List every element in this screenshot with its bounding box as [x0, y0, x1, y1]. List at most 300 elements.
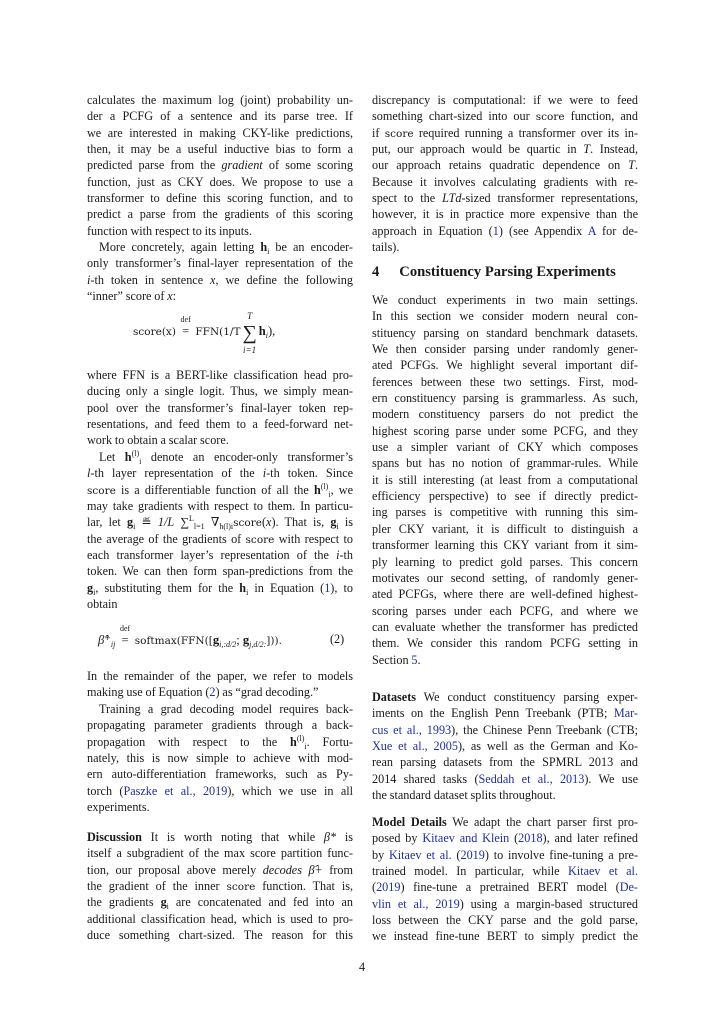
text-line: [87, 547, 353, 563]
paragraph-heading: Datasets: [372, 690, 417, 704]
text-line: [87, 432, 353, 448]
paragraph-complexity: [372, 92, 638, 255]
math-run: score: [226, 881, 256, 894]
text-line: [372, 141, 638, 157]
text-run: itself a subgradient of the max score partition func-: [87, 846, 353, 861]
math-run: i: [87, 272, 91, 287]
text-line: [87, 272, 353, 288]
text-run: ), to: [330, 580, 353, 595]
text-run: Section: [372, 652, 412, 667]
text-run: In the remainder of the paper, we refer to models: [87, 669, 353, 683]
text-line: [372, 439, 638, 455]
text-run: . Instead,: [590, 142, 639, 157]
text-run: motivates our second setting, of randomly gener-: [372, 570, 638, 585]
text-run: nately, this is now simple to achieve with mod-: [87, 751, 353, 766]
text-run: token. We can then form span-predictions from the: [87, 564, 353, 579]
text-line: [87, 288, 353, 304]
text-line: [87, 157, 353, 173]
text-run: where FFN is a BERT-like classification head pro-: [87, 368, 353, 382]
text-line: [372, 92, 638, 108]
math-run: g: [160, 895, 167, 910]
text-line: [87, 927, 353, 943]
text-line: [372, 308, 638, 324]
math-run: score: [245, 533, 275, 546]
math-run: i: [262, 466, 267, 481]
math-run: h(l)i: [219, 522, 234, 532]
text-line: [372, 472, 638, 488]
citation-link[interactable]: Xue et al., 2005: [372, 739, 458, 754]
def-equals: def =: [119, 624, 131, 647]
text-run: ). That is,: [271, 515, 331, 530]
text-line: [87, 878, 353, 894]
text-line: [87, 766, 353, 782]
citation-link[interactable]: Kitaev et al.: [388, 847, 452, 862]
math-run: i: [93, 587, 96, 597]
math-run: (l): [131, 449, 140, 458]
text-line: [372, 738, 638, 754]
text-run: ern constituency parsing is grammarless. As such,: [372, 391, 638, 406]
text-run: function, just as CKY does. We propose to use a: [87, 174, 353, 189]
math-run: i: [304, 741, 307, 751]
text-line: [87, 400, 353, 416]
text-run: in Equation (: [248, 580, 325, 595]
text-run: loss between the CKY parse and the gold parse,: [372, 913, 638, 928]
text-run: pool over the transformer’s final-layer token rep-: [87, 400, 353, 415]
text-run: posed by: [372, 831, 423, 846]
text-line: [87, 783, 353, 799]
math-run: score: [535, 111, 565, 124]
citation-link[interactable]: A: [587, 223, 596, 238]
text-run: (: [509, 831, 519, 846]
text-line: [372, 390, 638, 406]
math-run: β̂+: [308, 862, 323, 877]
citation-link[interactable]: vlin et al., 2019: [372, 896, 460, 911]
text-run: predicted parse from the: [87, 158, 222, 173]
text-line: [372, 652, 638, 668]
text-line: [87, 223, 353, 239]
text-run: denote an encoder-only transformer’s: [141, 450, 353, 464]
text-run: by: [372, 847, 389, 862]
math-run: score: [384, 127, 414, 140]
text-line: [87, 449, 353, 465]
math-run: decodes: [262, 862, 302, 877]
text-line: [87, 701, 353, 717]
citation-link[interactable]: cus et al., 1993: [372, 722, 452, 737]
text-run: may take gradients with respect to them. In particu-: [87, 499, 353, 514]
text-run: experiments.: [87, 800, 150, 815]
math-run: i: [139, 457, 142, 466]
text-line: [372, 504, 638, 520]
text-run: Because it involves calculating gradients with re-: [372, 174, 638, 189]
math-run: h: [124, 450, 132, 464]
text-run: Training a grad decoding model requires back-: [99, 702, 353, 716]
equation-2: $\betâ^+_{ij}$ def = $softmax(FFN([g_{i,:d/2}$; $g_{j,d/2:}$])).: [98, 624, 282, 649]
text-run: -sized transformer representations,: [461, 191, 639, 206]
citation-link[interactable]: De-: [619, 880, 638, 895]
text-line: [87, 684, 353, 700]
text-run: work to obtain a scalar score.: [87, 433, 229, 448]
text-run: ), as well as the German and Ko-: [457, 739, 639, 754]
math-run: L: [189, 514, 194, 524]
text-run: -th token. Since: [266, 466, 354, 481]
paragraph-inner-score: [87, 239, 353, 304]
section-title: Constituency Parsing Experiments: [399, 264, 616, 280]
text-line: [87, 563, 353, 579]
text-line: [87, 845, 353, 861]
math-run: (l): [296, 733, 305, 743]
text-line: [372, 223, 638, 239]
text-run: “inner” score of: [87, 289, 168, 304]
text-line: [372, 292, 638, 308]
text-run: function with respect to its inputs.: [87, 223, 252, 238]
math-run: β*: [323, 830, 337, 844]
text-line: [87, 108, 353, 124]
text-run: ) fine-tune a pretrained BERT model (: [400, 880, 620, 895]
text-line: [87, 580, 353, 596]
text-run: for de-: [595, 223, 638, 238]
math-run: (l): [320, 481, 329, 491]
text-run: can evaluate whether the transformer has predicted: [372, 619, 638, 634]
eq1-lhs: score(x): [133, 326, 176, 338]
math-run: h: [313, 482, 321, 497]
math-run: T: [583, 142, 591, 157]
citation-link[interactable]: 2019: [460, 847, 485, 862]
text-run: use a simpler variant of CKY which composes: [372, 440, 638, 455]
text-run: We conduct experiments in two main settings.: [372, 293, 638, 307]
text-run: our approach retains quadratic dependence on: [372, 158, 629, 173]
text-line: [372, 689, 638, 705]
text-line: [87, 829, 353, 845]
text-run: , we: [330, 482, 353, 497]
text-line: [372, 174, 638, 190]
text-line: [372, 190, 638, 206]
text-line: [372, 847, 638, 863]
paragraph-heading: Discussion: [87, 830, 142, 844]
text-run: (: [372, 880, 377, 895]
text-run: :: [172, 289, 177, 304]
text-run: propagating parameter gradients through a back-: [87, 718, 353, 733]
text-line: [372, 586, 638, 602]
math-run: x: [210, 272, 216, 287]
math-run: g: [126, 515, 134, 530]
text-run: .: [634, 158, 638, 173]
text-line: [87, 498, 353, 514]
citation-link[interactable]: Kitaev et al.: [568, 864, 638, 879]
text-run: however, it is in practice more expensive than the: [372, 207, 638, 222]
text-line: [87, 911, 353, 927]
math-run: score: [87, 484, 116, 497]
text-line: [87, 668, 353, 684]
text-run: highest scoring parse under some PCFG, and they: [372, 423, 638, 438]
text-run: are concatenated and fed into an: [168, 895, 353, 910]
text-line: [87, 206, 353, 222]
text-line: [372, 787, 638, 803]
text-run: ) as “grad decoding.”: [215, 685, 319, 700]
text-line: [372, 705, 638, 721]
text-run: discrepancy is computational: if we were to feed: [372, 93, 638, 107]
text-run: ern auto-differentiation frameworks, such as Py-: [87, 767, 353, 782]
math-run: i: [267, 247, 270, 256]
equation-1: score(x) def = FFN(1/T T ∑ i=1 $h_i$),: [133, 311, 276, 355]
text-run: we are interested in making CKY-like predictions,: [87, 125, 353, 140]
text-run: More concretely, again letting: [99, 240, 261, 254]
text-run: duce something chart-sized. The reason for this: [87, 928, 353, 943]
citation-link[interactable]: Paszke et al., 2019: [123, 783, 228, 798]
text-run: only transformer’s final-layer representation of the: [87, 256, 353, 271]
text-run: . Fortu-: [306, 734, 353, 749]
text-line: [87, 750, 353, 766]
text-run: We conduct constituency parsing exper-: [416, 690, 638, 704]
text-line: [372, 108, 638, 124]
citation-link[interactable]: Kitaev and Klein: [422, 831, 510, 846]
text-run: put, our approach would be quartic in: [372, 142, 584, 157]
text-line: [372, 771, 638, 787]
text-line: [372, 928, 638, 944]
text-line: [372, 206, 638, 222]
text-run: ) to involve fine-tuning a pre-: [484, 847, 638, 862]
text-run: each transformer layer’s representation of the: [87, 548, 337, 563]
def-equals: def =: [180, 315, 191, 338]
text-line: [372, 879, 638, 895]
citation-link[interactable]: Mar-: [613, 706, 638, 721]
text-run: pler CKY variant, it is difficult to distinguish a: [372, 521, 638, 536]
text-line: [87, 734, 353, 750]
text-run: lar, let: [87, 515, 127, 530]
text-run: then, it may be a useful inductive bias to form a: [87, 142, 353, 157]
text-line: [87, 465, 353, 481]
math-run: i: [336, 522, 339, 532]
text-line: [372, 537, 638, 553]
text-run: spect to the: [372, 191, 443, 206]
text-line: [372, 635, 638, 651]
text-line: [372, 325, 638, 341]
text-run: making use of Equation (: [87, 685, 210, 700]
text-line: [372, 374, 638, 390]
text-line: [372, 814, 638, 830]
text-line: [372, 157, 638, 173]
text-run: them. We consider this random PCFG setting in: [372, 636, 638, 651]
text-run: , we define the following: [215, 272, 353, 287]
text-line: [372, 570, 638, 586]
text-line: [372, 239, 638, 255]
text-run: stituency parsing on standard benchmark datasets.: [372, 325, 638, 340]
text-line: [87, 141, 353, 157]
text-run: the gradients: [87, 895, 161, 910]
text-run: It is worth noting that while: [141, 830, 324, 844]
text-run: (: [451, 847, 461, 862]
eq1-ffn: FFN(1/T: [195, 326, 241, 338]
text-run: we instead fine-tune BERT to simply predict the: [372, 929, 638, 944]
text-line: [87, 717, 353, 733]
text-run: modern constituency parsers do not predict the: [372, 407, 638, 422]
citation-link[interactable]: 1: [324, 580, 331, 595]
text-run: , substituting them for the: [95, 580, 240, 595]
text-line: [87, 239, 353, 255]
text-run: ), and later refined: [542, 831, 638, 846]
text-run: function, and: [564, 109, 638, 124]
citation-link[interactable]: Seddah et al., 2013: [478, 771, 585, 786]
text-run: ing parses is competitive with running this sim-: [372, 505, 638, 520]
text-run: approach in Equation (: [372, 223, 493, 238]
text-run: ply learning to predict gold parses. This concern: [372, 554, 638, 569]
text-run: trained model. In particular, while: [372, 864, 568, 879]
section-number: 4: [372, 264, 380, 280]
text-run: something chart-sized into our: [372, 109, 536, 124]
paragraph-heading: Model Details: [372, 815, 447, 829]
citation-link[interactable]: 1: [492, 223, 499, 238]
math-run: l=1: [193, 522, 205, 532]
text-line: [87, 367, 353, 383]
math-run: LTd: [442, 191, 462, 206]
text-run: of some scoring: [262, 158, 353, 173]
math-run: T: [628, 158, 635, 173]
text-line: [87, 125, 353, 141]
text-run: the standard dataset splits throughout.: [372, 788, 556, 803]
text-run: ∑: [174, 515, 190, 530]
text-run: -th layer representation of the: [90, 466, 263, 481]
math-run: i: [246, 587, 249, 597]
math-run: l: [87, 466, 91, 481]
citation-link[interactable]: 5: [411, 652, 418, 667]
text-line: [87, 862, 353, 878]
text-run: ), which we use in all: [227, 783, 353, 798]
text-run: scoring parses under each PCFG, and where we: [372, 603, 638, 618]
text-run: We adapt the chart parser first pro-: [446, 815, 638, 829]
text-line: [87, 514, 353, 530]
text-run: be an encoder-: [269, 240, 353, 254]
text-run: ), the Chinese Penn Treebank (CTB;: [451, 722, 638, 737]
text-run: 2014 shared tasks (: [372, 771, 479, 786]
text-run: resentations, and feed them to a feed-forward net-: [87, 417, 353, 432]
text-line: [87, 255, 353, 271]
text-line: [372, 619, 638, 635]
text-line: [87, 596, 353, 612]
text-run: it is still interesting (at least from a computational: [372, 472, 638, 487]
text-run: ∇: [204, 515, 220, 530]
text-run: tion, our proposal above merely: [87, 862, 263, 877]
text-run: predict a parse from the gradients of this scoring: [87, 207, 353, 222]
citation-link[interactable]: 2: [209, 685, 216, 700]
text-run: from: [322, 862, 353, 877]
text-run: is a differentiable function of all the: [115, 482, 314, 497]
text-run: calculates the maximum log (joint) probability un-: [87, 93, 353, 107]
text-run: efficiency perspective) to see if directly predict-: [372, 489, 638, 504]
text-line: [372, 423, 638, 439]
text-line: [87, 799, 353, 815]
math-run: g: [330, 515, 337, 530]
text-line: [372, 830, 638, 846]
text-line: [372, 863, 638, 879]
paragraph-grad-decoding: [87, 668, 353, 701]
text-run: ated PCFGs. We highlight several important dif-: [372, 358, 638, 373]
text-run: Let: [99, 450, 125, 464]
math-run: h: [260, 240, 268, 254]
text-run: (: [261, 515, 267, 530]
text-run: -th: [339, 548, 353, 563]
citation-link[interactable]: 2019: [376, 880, 401, 895]
text-run: ). We use: [584, 771, 638, 786]
text-run: ated PCFGs, where there are well-defined highest-: [372, 587, 638, 602]
paragraph-datasets: [372, 689, 638, 803]
citation-link[interactable]: 2018: [518, 831, 543, 846]
text-line: [372, 488, 638, 504]
section-heading: [372, 264, 636, 281]
text-run: transformer to define this scoring function, and to: [87, 191, 353, 206]
math-run: h: [239, 580, 247, 595]
text-run: der a PCFG of a sentence and its parse tree. If: [87, 109, 353, 124]
text-line: [372, 406, 638, 422]
math-run: x: [167, 289, 173, 304]
text-run: ferences between these two settings. First, mod-: [372, 374, 638, 389]
text-run: if: [372, 125, 385, 140]
text-run: is: [336, 830, 353, 844]
text-line: [372, 722, 638, 738]
text-line: [372, 521, 638, 537]
text-run: additional classification head, which is used to pro-: [87, 911, 353, 926]
page-number: 4: [359, 960, 366, 974]
sum-symbol: T ∑ i=1: [242, 311, 257, 355]
math-run: i: [133, 522, 136, 532]
paragraph-gradients: [87, 449, 353, 612]
paragraph-ffn: [87, 367, 353, 449]
text-run: spans but has no notion of grammar-rules. While: [372, 456, 638, 471]
math-run: 1/L: [157, 515, 175, 530]
text-run: ) using a margin-based structured: [459, 896, 638, 911]
math-run: score: [233, 517, 262, 530]
text-run: ducing only a single logit. Thus, we simply mean-: [87, 384, 353, 399]
text-run: We then consider parsing under randomly gener-: [372, 342, 638, 357]
paragraph-model-details: [372, 814, 638, 945]
paragraph-scoring-intro: [87, 92, 353, 239]
math-run: gradient: [221, 158, 263, 173]
text-line: [87, 416, 353, 432]
text-line: [87, 190, 353, 206]
text-line: [372, 912, 638, 928]
text-run: iments on the English Penn Treebank (PTB;: [372, 706, 614, 721]
text-run: In this section we consider modern neural con-: [372, 309, 638, 324]
math-run: x: [266, 515, 272, 530]
text-line: [87, 894, 353, 910]
text-run: -th token in sentence: [90, 272, 211, 287]
text-run: torch (: [87, 783, 124, 798]
text-line: [372, 455, 638, 471]
text-run: ≝: [135, 515, 158, 530]
text-run: function. That is,: [255, 879, 354, 894]
math-run: h: [290, 734, 297, 749]
text-run: transformer learning this CKY variant from it sim-: [372, 538, 638, 553]
text-run: tails).: [372, 240, 400, 255]
text-line: [87, 174, 353, 190]
text-line: [87, 383, 353, 399]
text-run: ) (see Appendix: [498, 223, 588, 238]
text-run: obtain: [87, 597, 118, 612]
text-line: [372, 341, 638, 357]
text-line: [87, 531, 353, 547]
text-line: [372, 603, 638, 619]
text-run: propagation with respect to the: [87, 734, 291, 749]
text-line: [372, 754, 638, 770]
math-run: i: [166, 902, 169, 912]
text-run: the gradient of the inner: [87, 879, 227, 894]
text-run: required running a transformer over its in-: [413, 125, 638, 140]
text-line: [372, 357, 638, 373]
math-run: g: [87, 580, 94, 595]
text-line: [87, 92, 353, 108]
text-line: [372, 125, 638, 141]
paragraph-discussion: [87, 829, 353, 943]
math-run: i: [336, 548, 340, 563]
paragraph-training: [87, 701, 353, 815]
